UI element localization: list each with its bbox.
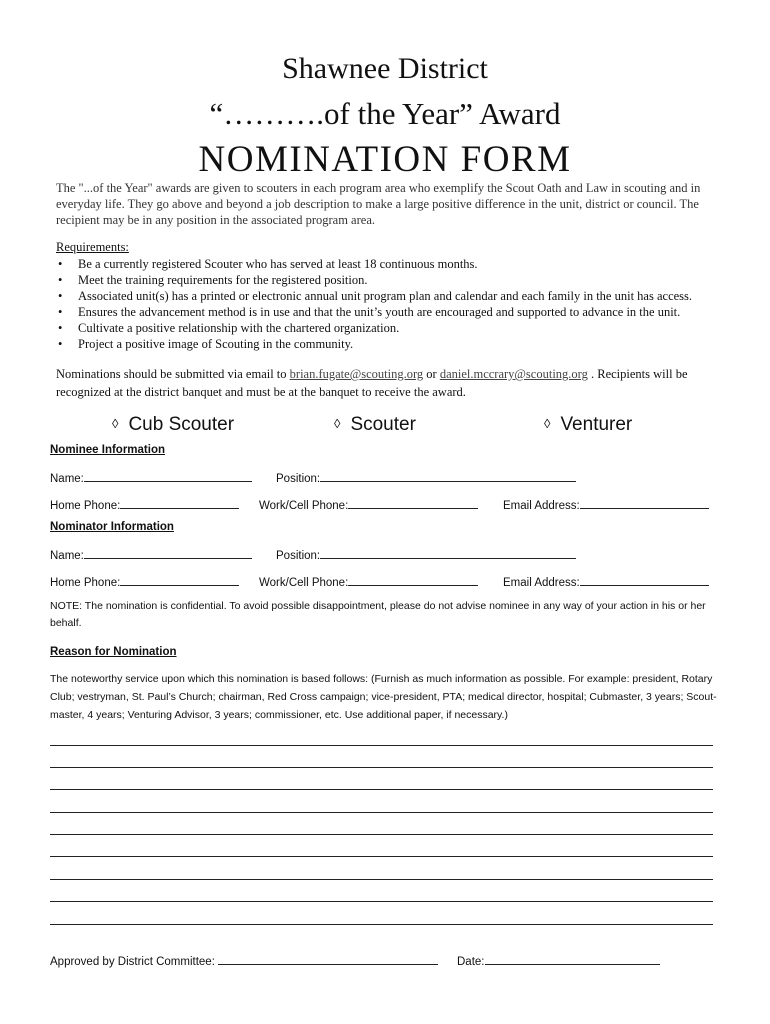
reason-write-line[interactable] (50, 924, 713, 925)
option-scouter[interactable]: ◊ Scouter (334, 414, 416, 435)
district-title: Shawnee District (282, 52, 488, 85)
diamond-icon[interactable]: ◊ (334, 416, 341, 431)
nominator-position-field[interactable]: Position: (276, 547, 576, 562)
nominator-name-field[interactable]: Name: (50, 547, 252, 562)
requirements-heading: Requirements: (56, 240, 129, 254)
committee-approval-field[interactable]: Approved by District Committee: (50, 953, 438, 968)
requirements-list (56, 256, 736, 352)
requirement-item: • Associated unit(s) has a printed or electronic annual unit program plan and calendar and each family in the unit has access. (58, 289, 693, 303)
nominator-email-field[interactable]: Email Address: (503, 574, 709, 589)
nominee-position-field[interactable]: Position: (276, 470, 576, 485)
reason-write-line[interactable] (50, 901, 713, 902)
requirement-item: • Cultivate a positive relationship with the chartered organization. (58, 321, 400, 335)
reason-write-line[interactable] (50, 856, 713, 857)
reason-write-line[interactable] (50, 789, 713, 790)
nominee-name-field[interactable]: Name: (50, 470, 252, 485)
nominee-email-field[interactable]: Email Address: (503, 497, 709, 512)
reason-write-line[interactable] (50, 834, 713, 835)
requirement-item: • Project a positive image of Scouting in the community. (58, 337, 354, 351)
confidentiality-note: NOTE: The nomination is confidential. To avoid possible disappointment, please do not advise nominee in any way of your action in his or her behalf. (50, 600, 706, 629)
diamond-icon[interactable]: ◊ (112, 416, 119, 431)
option-venturer[interactable]: ◊ Venturer (544, 414, 633, 435)
reason-write-line[interactable] (50, 767, 713, 768)
nominee-heading: Nominee Information (50, 444, 166, 456)
reason-instructions: The noteworthy service upon which this nomination is based follows: (Furnish as much information as possible. For example: president, Rotary Club; vestryman, St. Paul’s Church; chairman, Red Cross campaign; vice-president, PTA; medical director, hospital; Cubmaster, 3 years; Scout-master, 4 years; Venturing Advisor, 3 years; commissioner, etc. Use additional paper, if necessary.) (50, 673, 717, 721)
submission-instructions: Nominations should be submitted via email to brian.fugate@scouting.org or daniel.mccrary@scouting.org . Recipients will be recognized at the district banquet and must be at the banquet to receive the award. (56, 367, 688, 399)
reason-heading: Reason for Nomination (50, 646, 177, 658)
nominator-work-phone-field[interactable]: Work/Cell Phone: (259, 574, 478, 589)
reason-write-line[interactable] (50, 812, 713, 813)
email-link-1[interactable]: brian.fugate@scouting.org (289, 367, 424, 381)
requirement-item: • Meet the training requirements for the registered position. (58, 273, 368, 287)
nominee-work-phone-field[interactable]: Work/Cell Phone: (259, 497, 478, 512)
approval-date-field[interactable]: Date: (457, 953, 660, 968)
email-link-2[interactable]: daniel.mccrary@scouting.org (439, 367, 588, 381)
diamond-icon[interactable]: ◊ (544, 416, 551, 431)
requirement-item: • Ensures the advancement method is in use and that the unit’s youth are encouraged and supported to advance in the unit. (58, 305, 681, 319)
nominator-heading: Nominator Information (50, 521, 174, 533)
form-title: NOMINATION FORM (198, 139, 572, 180)
intro-paragraph: The "...of the Year" awards are given to scouters in each program area who exemplify the Scout Oath and Law in scouting and in everyday life. They go above and beyond a job description to make a large positive difference in the unit, district or council. The recipient may be in any position in the associated program area. (56, 181, 701, 227)
nominator-home-phone-field[interactable]: Home Phone: (50, 574, 239, 589)
option-cub-scouter[interactable]: ◊ Cub Scouter (112, 414, 235, 435)
award-title: “……….of the Year” Award (209, 96, 561, 131)
reason-write-line[interactable] (50, 745, 713, 746)
nominee-home-phone-field[interactable]: Home Phone: (50, 497, 239, 512)
reason-write-line[interactable] (50, 879, 713, 880)
requirement-item: • Be a currently registered Scouter who has served at least 18 continuous months. (58, 257, 478, 271)
